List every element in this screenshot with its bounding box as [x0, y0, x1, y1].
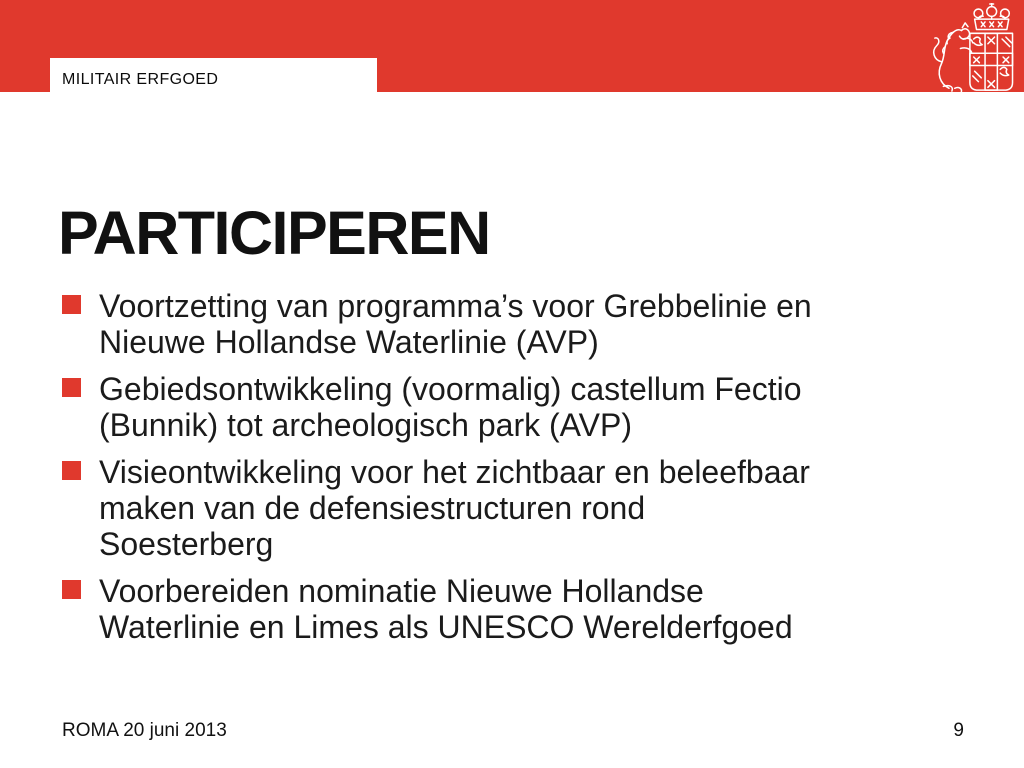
page-number: 9	[953, 720, 964, 741]
bullet-item	[62, 454, 977, 562]
bullet-text-line: (Bunnik) tot archeologisch park (AVP)	[99, 407, 632, 443]
bullet-text-line: Nieuwe Hollandse Waterlinie (AVP)	[99, 324, 599, 360]
header-tab-label: MILITAIR ERFGOED	[62, 71, 219, 88]
header-tab	[50, 58, 377, 98]
bullet-square-icon	[62, 295, 81, 314]
bullet-item	[62, 573, 977, 645]
header-red-band	[0, 0, 1024, 92]
bullet-text-line: Gebiedsontwikkeling (voormalig) castellum Fectio	[99, 371, 802, 407]
slide-title: PARTICIPEREN	[58, 198, 490, 267]
bullet-list	[62, 288, 977, 656]
bullet-text-line: Voortzetting van programma’s voor Grebbelinie en	[99, 288, 812, 324]
bullet-text-line: Waterlinie en Limes als UNESCO Werelderfgoed	[99, 609, 793, 645]
bullet-square-icon	[62, 580, 81, 599]
bullet-text-line: maken van de defensiestructuren rond	[99, 490, 646, 526]
bullet-item	[62, 288, 977, 360]
footer-date: ROMA 20 juni 2013	[62, 720, 227, 741]
bullet-text-line: Visieontwikkeling voor het zichtbaar en beleefbaar	[99, 454, 810, 490]
bullet-text-line: Voorbereiden nominatie Nieuwe Hollandse	[99, 573, 704, 609]
coat-of-arms-logo	[920, 3, 1016, 93]
bullet-text-line: Soesterberg	[99, 526, 274, 562]
coat-of-arms-icon	[920, 3, 1016, 93]
bullet-item	[62, 371, 977, 443]
bullet-square-icon	[62, 378, 81, 397]
bullet-square-icon	[62, 461, 81, 480]
